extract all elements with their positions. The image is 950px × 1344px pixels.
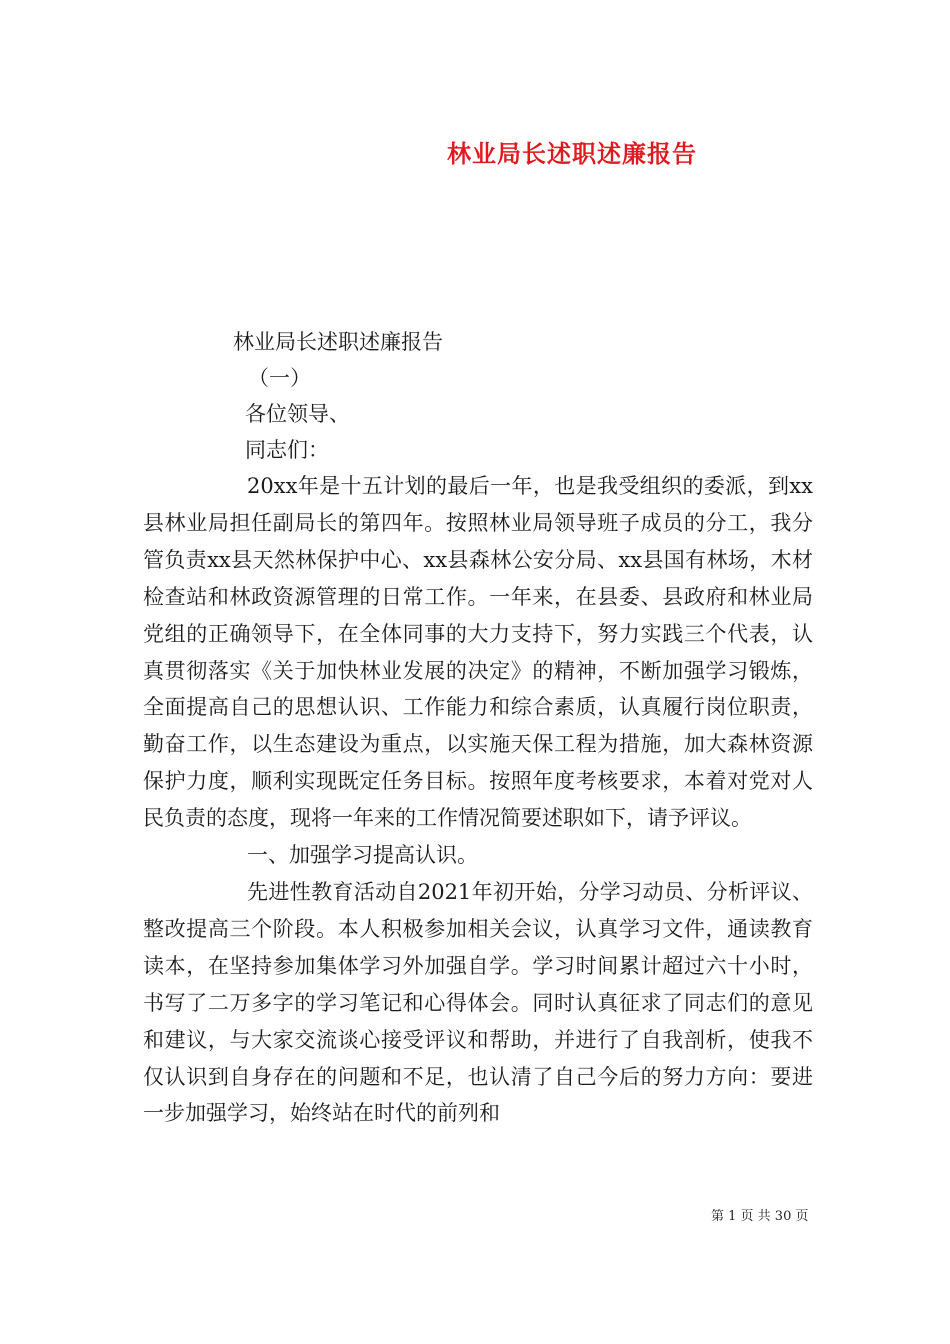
page-footer: 第 1 页 共 30 页 <box>711 1209 809 1224</box>
part-label: （一） <box>248 366 311 390</box>
greeting-line-2: 同志们： <box>245 438 329 462</box>
greeting-line-1: 各位领导、 <box>245 402 350 426</box>
document-subtitle: 林业局长述职述廉报告 <box>233 330 443 354</box>
document-title: 林业局长述职述廉报告 <box>447 139 697 168</box>
paragraph-intro: 20xx年是十五计划的最后一年，也是我受组织的委派，到xx县林业局担任副局长的第四年。按照林业局领导班子成员的分工，我分管负责xx县天然林保护中心、xx县森林公安分局、xx县国有林场，木材检查站和林政资源管理的日常工作。一年来，在县委、县政府和林业局党组的正确领导下，在全体同事的大力支持下，努力实践三个代表，认真贯彻落实《关于加快林业发展的决定》的精神，不断加强学习锻炼，全面提高自己的思想认识、工作能力和综合素质，认真履行岗位职责，勤奋工作，以生态建设为重点，以实施天保工程为措施，加大森林资源保护力度，顺利实现既定任务目标。按照年度考核要求，本着对党对人民负责的态度，现将一年来的工作情况简要述职如下，请予评议。 <box>143 474 813 831</box>
section-heading-1: 一、加强学习提高认识。 <box>247 843 478 868</box>
paragraph-study: 先进性教育活动自2021年初开始，分学习动员、分析评议、整改提高三个阶段。本人积极参加相关会议，认真学习文件，通读教育读本，在坚持参加集体学习外加强自学。学习时间累计超过六十小时，书写了二万多字的学习笔记和心得体会。同时认真征求了同志们的意见和建议，与大家交流谈心接受评议和帮助，并进行了自我剖析，使我不仅认识到自身存在的问题和不足，也认清了自己今后的努力方向：要进一步加强学习，始终站在时代的前列和 <box>143 879 813 1126</box>
document-body <box>143 468 813 1132</box>
